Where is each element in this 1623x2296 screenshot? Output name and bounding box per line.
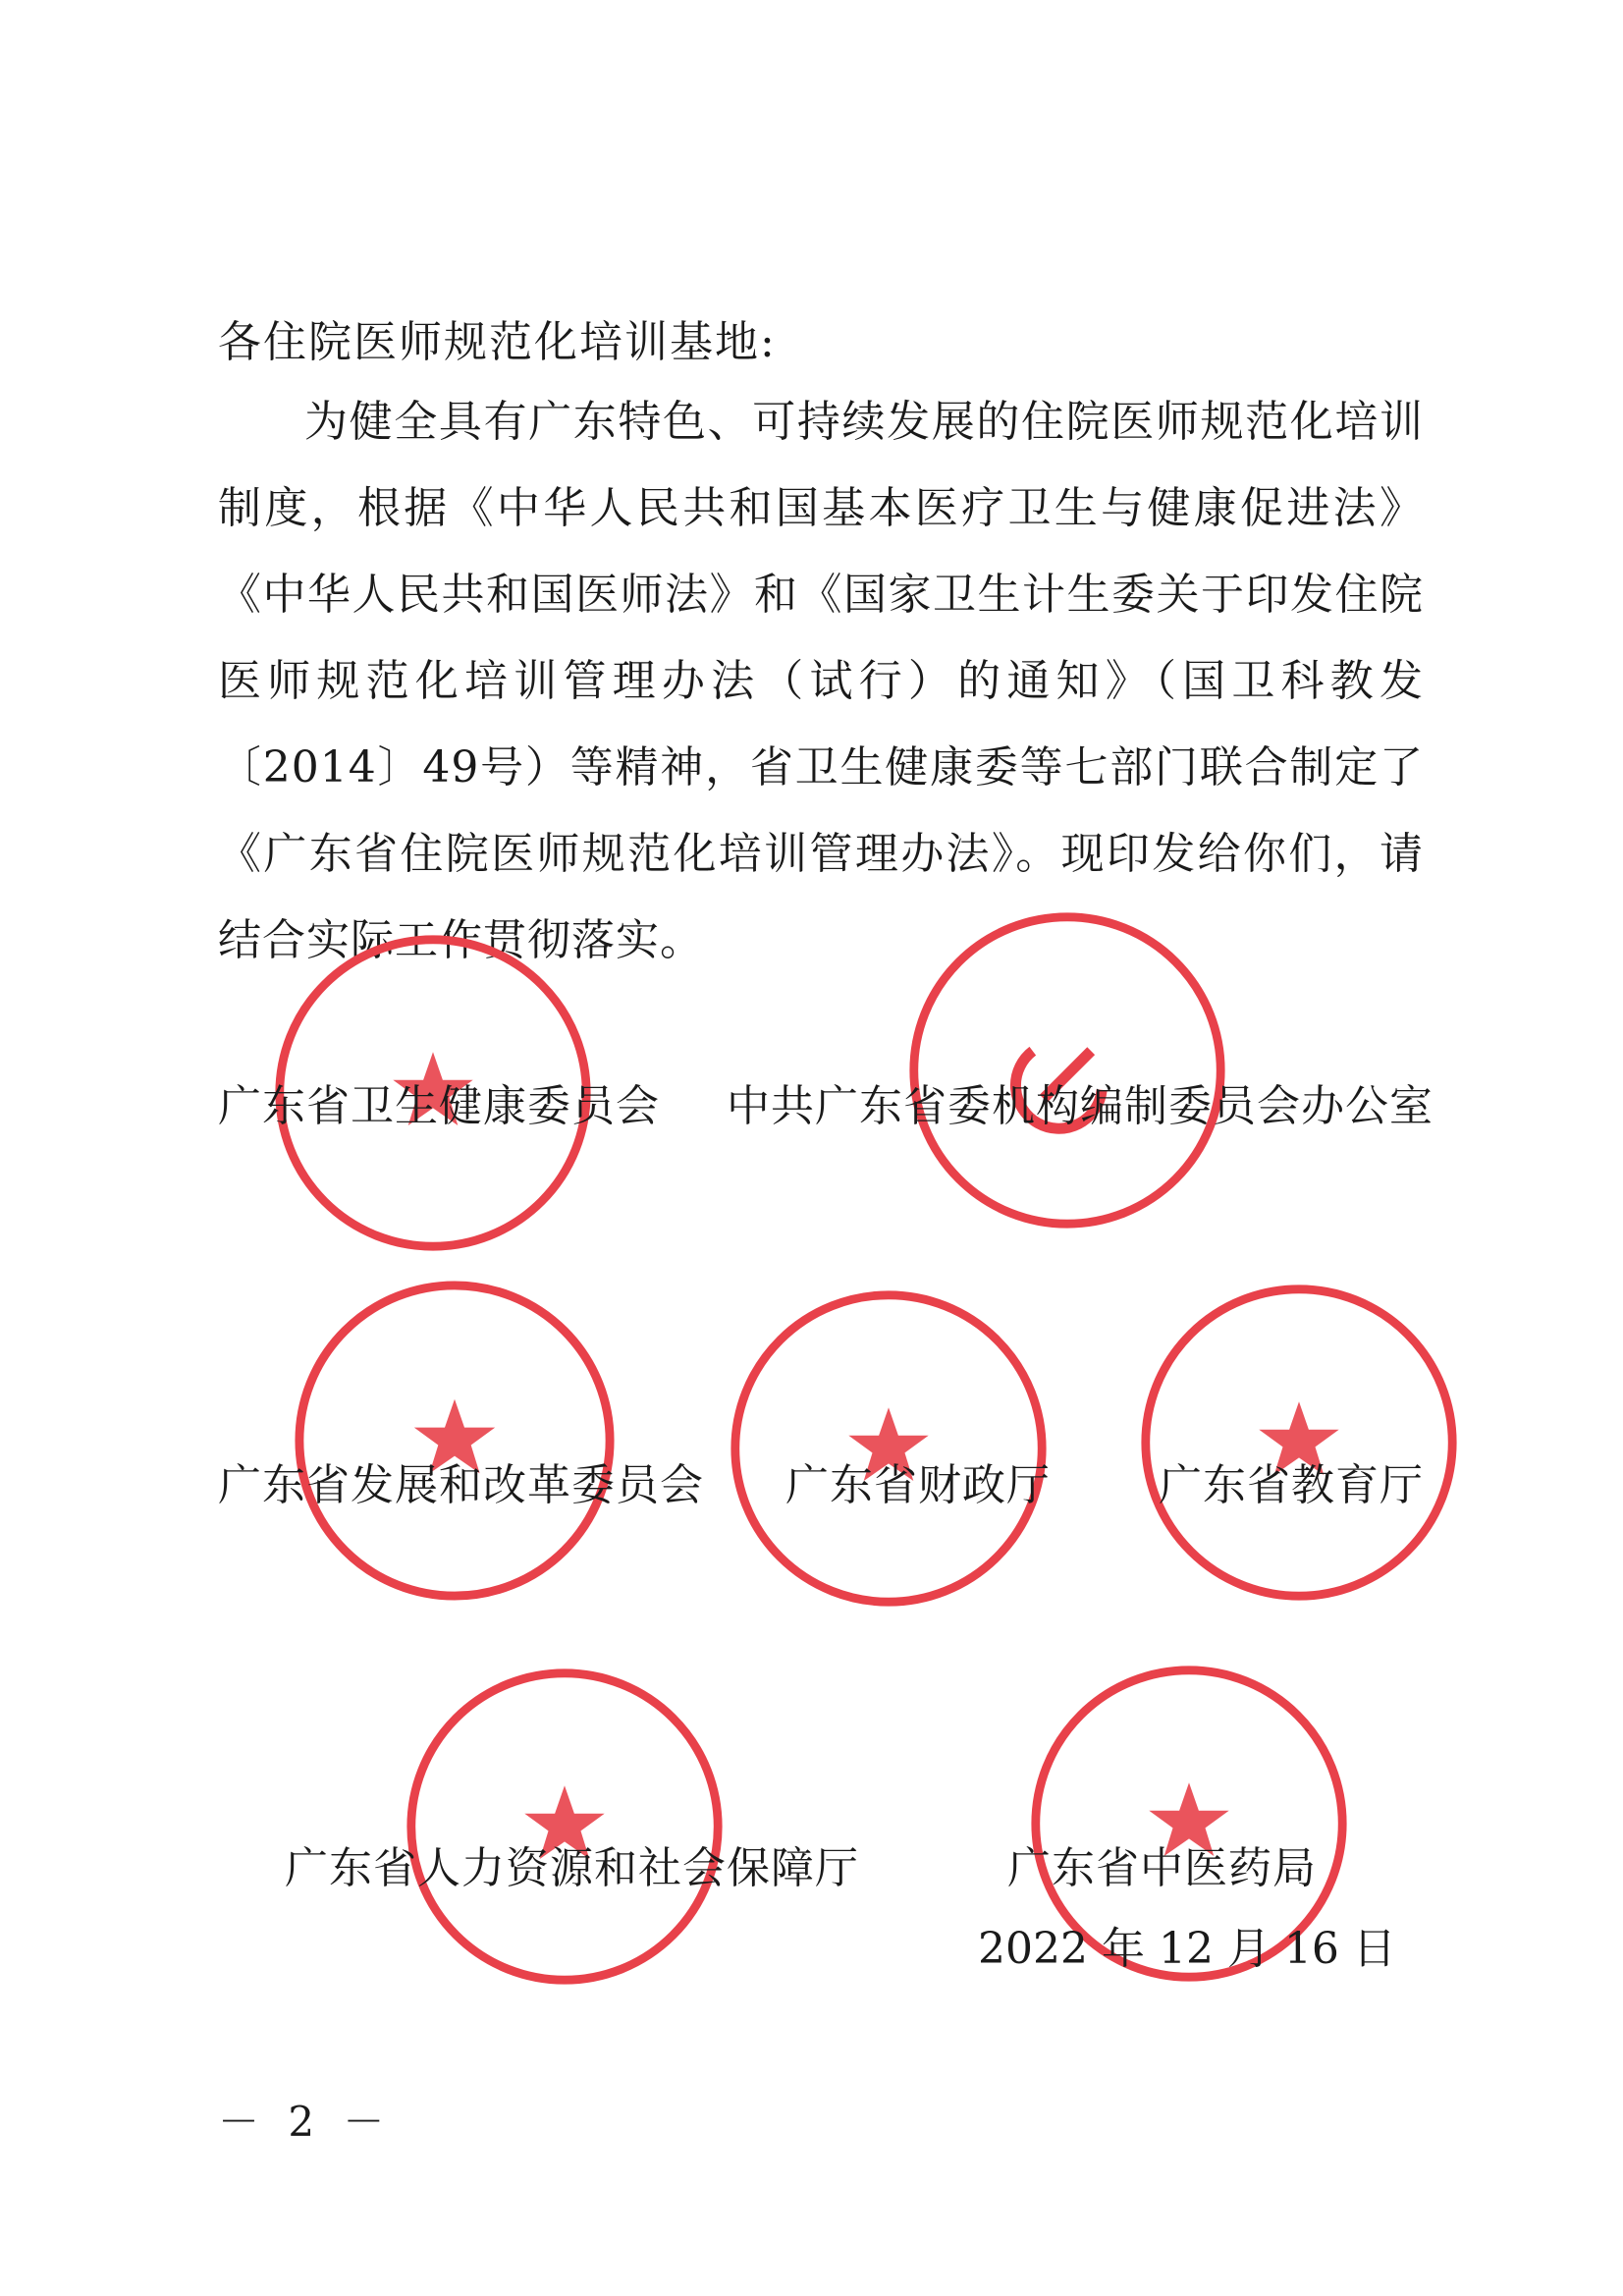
signatory-health-commission: 广东省卫生健康委员会 xyxy=(218,1081,660,1131)
document-date: 2022 年 12 月 16 日 xyxy=(978,1924,1396,1974)
body-paragraph: 为健全具有广东特色、可持续发展的住院医师规范化培训制度，根据《中华人民共和国基本医疗卫生与健康促进法》《中华人民共和国医师法》和《国家卫生计生委关于印发住院医师规范化培训管理办法（试行）的通知》（国卫科教发〔2014〕49号）等精神，省卫生健康委等七部门联合制定了《广东省住院医师规范化培训管理办法》。现印发给你们，请结合实际工作贯彻落实。 xyxy=(218,397,1424,965)
salutation: 各住院医师规范化培训基地: xyxy=(218,317,777,367)
signatory-development-reform: 广东省发展和改革委员会 xyxy=(218,1460,704,1510)
signatory-education: 广东省教育厅 xyxy=(1159,1460,1424,1510)
signatory-establishment-office: 中共广东省委机构编制委员会办公室 xyxy=(727,1081,1434,1131)
development-reform-seal xyxy=(291,1277,619,1605)
education-seal xyxy=(1137,1281,1461,1605)
human-resources-seal xyxy=(403,1665,727,1989)
signatory-tcm-bureau: 广东省中医药局 xyxy=(1007,1843,1317,1893)
finance-seal xyxy=(727,1286,1051,1611)
page-number: － 2 － xyxy=(218,2098,393,2146)
signatory-human-resources: 广东省人力资源和社会保障厅 xyxy=(285,1843,859,1893)
signatory-finance: 广东省财政厅 xyxy=(785,1460,1051,1510)
